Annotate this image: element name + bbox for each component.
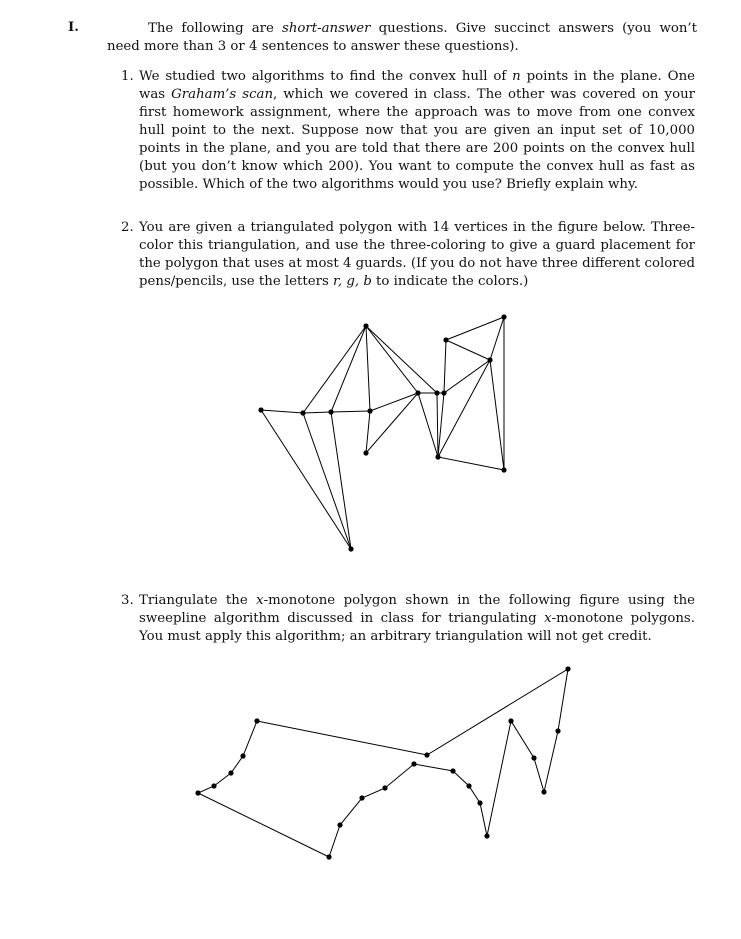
diagonal — [446, 340, 490, 360]
diagonal — [437, 393, 438, 457]
vertex — [443, 337, 448, 342]
vertex — [258, 407, 263, 412]
diagonal — [303, 412, 331, 413]
diagonal — [438, 360, 490, 457]
vertex — [328, 409, 333, 414]
polygon-boundary — [261, 317, 504, 549]
vertex — [300, 410, 305, 415]
vertex — [531, 755, 536, 760]
vertex — [195, 790, 200, 795]
intro-emphasis: short-answer — [282, 21, 371, 36]
vertex — [211, 783, 216, 788]
q3-var-x2: x — [544, 611, 552, 626]
vertex — [240, 753, 245, 758]
question-2-number: 2. — [121, 220, 134, 235]
q1-part3: , which we covered in class. The other was covered on your first homework assignment, where the approach was to move from one convex hull point to the next. Suppose now that you are given an input set of 10,000 points in the plane, and you are told that there are 200 points on the convex hull (but you don’t know which 200). You want to compute the convex hull as fast as possible. Which of the two algorithms would you use? Briefly explain why. — [139, 87, 695, 192]
vertex — [363, 450, 368, 455]
vertex — [441, 390, 446, 395]
vertex — [359, 795, 364, 800]
vertex — [435, 454, 440, 459]
diagonal — [366, 326, 418, 393]
vertex — [434, 390, 439, 395]
vertex — [424, 752, 429, 757]
vertex — [487, 357, 492, 362]
vertex — [565, 666, 570, 671]
q1-var-n: n — [512, 69, 521, 84]
q2-color-letters: r, g, b — [333, 274, 372, 289]
q2-part1: You are given a triangulated polygon with 14 vertices in the figure below. Three-color this triangulation, and use the three-coloring to give a guard placement for the polygon that uses at most 4 guards. (If you do not have three different colored pens/pencils, use the letters — [139, 220, 695, 289]
vertex — [450, 768, 455, 773]
q3-var-x1: x — [256, 593, 264, 608]
vertex — [367, 408, 372, 413]
question-3-number: 3. — [121, 593, 134, 608]
diagonal — [366, 326, 370, 411]
vertex — [415, 390, 420, 395]
monotone-polygon-figure — [195, 666, 570, 859]
vertex — [477, 800, 482, 805]
vertex — [484, 833, 489, 838]
vertex — [466, 783, 471, 788]
vertex — [228, 770, 233, 775]
section-label: I. — [68, 20, 79, 35]
vertex — [337, 822, 342, 827]
diagonal — [444, 360, 490, 393]
vertex — [363, 323, 368, 328]
diagonal — [303, 413, 351, 549]
vertex — [501, 467, 506, 472]
vertex — [555, 728, 560, 733]
vertex — [501, 314, 506, 319]
vertex — [508, 718, 513, 723]
diagonal — [490, 360, 504, 470]
q1-part2: points in the plane. One was — [139, 69, 695, 102]
vertex — [382, 785, 387, 790]
q1-emphasis: Graham’s scan — [171, 87, 274, 102]
vertex — [541, 789, 546, 794]
question-1-number: 1. — [121, 69, 134, 84]
q3-part3: -monotone polygons. You must apply this algorithm; an arbitrary triangulation will not get credit. — [139, 611, 695, 644]
diagonal — [490, 317, 504, 360]
q3-part2: -monotone polygon shown in the following figure using the sweepline algorithm discussed in class for triangulating — [139, 593, 696, 626]
q3-part1: Triangulate the — [139, 593, 257, 608]
vertex — [411, 761, 416, 766]
vertex — [326, 854, 331, 859]
vertex — [348, 546, 353, 551]
intro-text-after: questions. Give succinct answers (you won’t need more than 3 or 4 sentences to answer these questions). — [107, 21, 697, 54]
q2-part2: to indicate the colors.) — [371, 274, 529, 289]
vertex — [254, 718, 259, 723]
intro-text-before: The following are — [148, 21, 283, 36]
monotone-polygon-boundary — [198, 669, 568, 857]
diagonal — [331, 326, 366, 412]
q1-part1: We studied two algorithms to find the convex hull of — [139, 69, 513, 84]
